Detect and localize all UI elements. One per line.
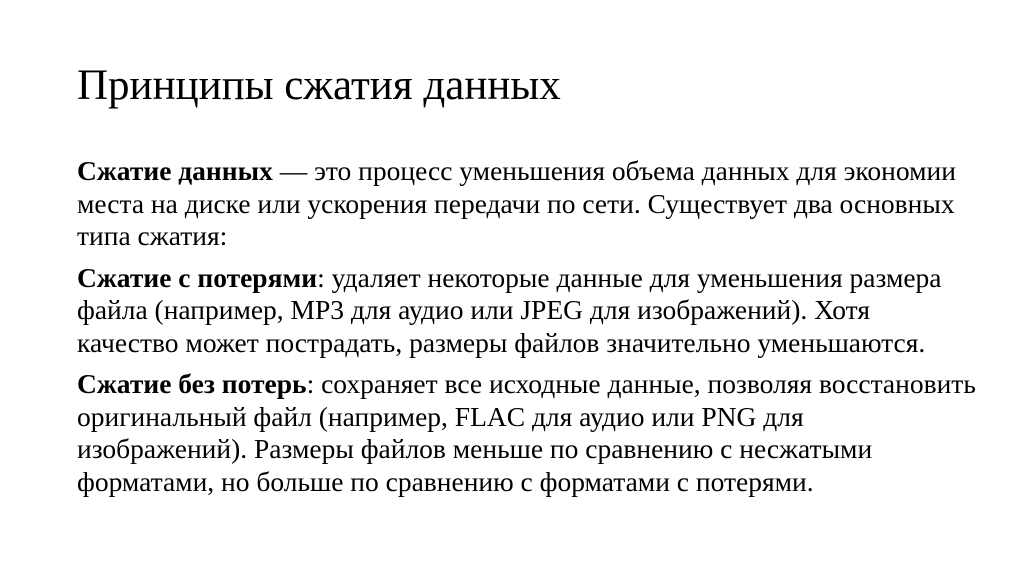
term-data-compression: Сжатие данных (77, 155, 273, 186)
slide-body (77, 155, 977, 507)
paragraph-lossless (77, 368, 977, 498)
slide-title: Принципы сжатия данных (77, 62, 561, 109)
paragraph-definition (77, 155, 977, 253)
paragraph-lossy (77, 262, 977, 360)
definition-text: — это процесс уменьшения объема данных для экономии места на диске или ускорения передачи по сети. Существует два основных типа сжатия: (77, 155, 956, 251)
term-lossless-compression: Сжатие без потерь (77, 368, 307, 399)
lossless-text: : сохраняет все исходные данные, позволяя восстановить оригинальный файл (например, FLAC для аудио или PNG для изображений). Размеры файлов меньше по сравнению с несжатыми форматами, но больше по сравнению с форматами с потерями. (77, 368, 976, 497)
term-lossy-compression: Сжатие с потерями (77, 261, 318, 293)
lossy-text: : удаляет некоторые данные для уменьшения размера файла (например, MP3 для аудио или JPEG для изображений). Хотя качество может пострадать, размеры файлов значительно уменьшаются. (77, 261, 942, 358)
